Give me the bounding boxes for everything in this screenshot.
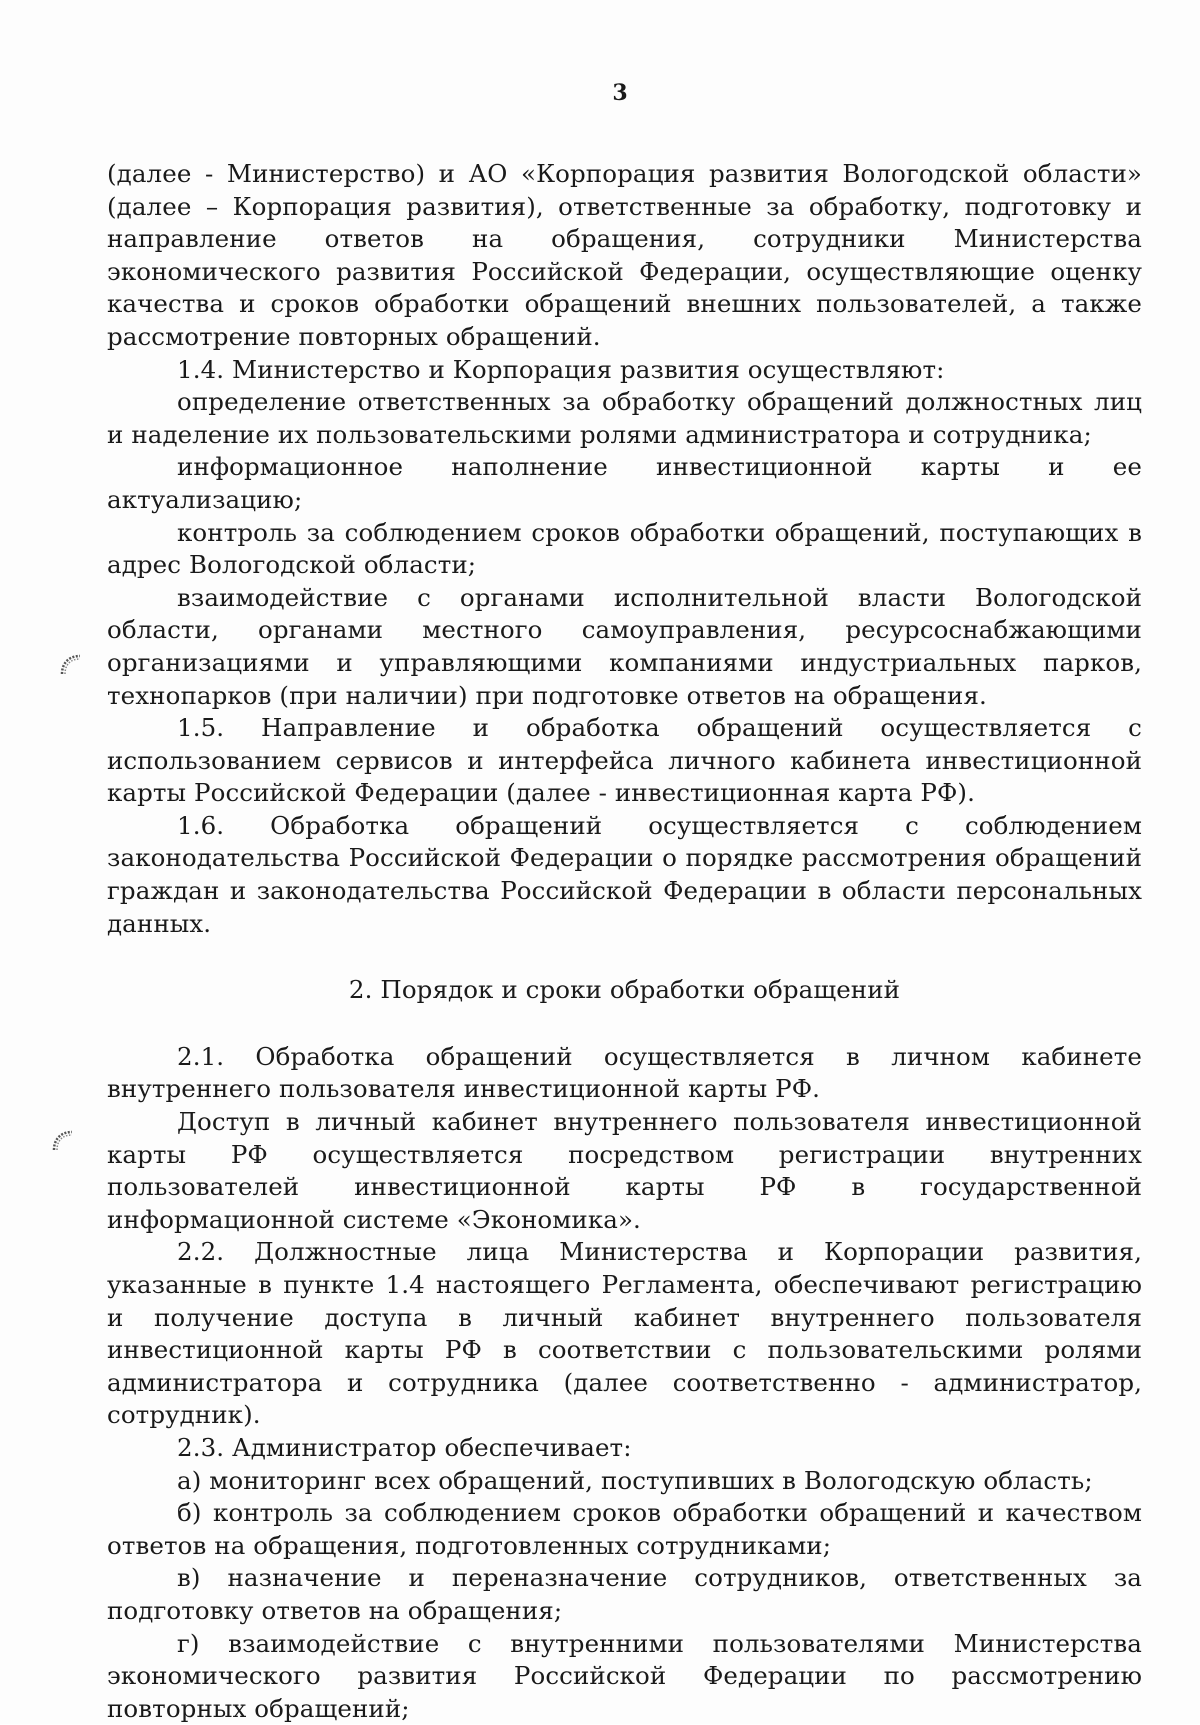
paragraph: а) мониторинг всех обращений, поступивших в Вологодскую область; <box>177 1465 1093 1495</box>
document-body <box>107 158 1142 1725</box>
paragraph: б) контроль за соблюдением сроков обработки обращений и качеством ответов на обращения, подготовленных сотрудниками; <box>107 1498 1142 1560</box>
paragraph: 2.2. Должностные лица Министерства и Корпорации развития, указанные в пункте 1.4 настоящего Регламента, обеспечивают регистрацию и получение доступа в личный кабинет внутреннего пользователя инвестиционной карты РФ в соответствии с пользовательскими ролями администратора и сотрудника (далее соответственно - администратор, сотрудник). <box>107 1237 1142 1430</box>
paragraphs-before-heading <box>107 158 1142 940</box>
paragraph: (далее - Министерство) и АО «Корпорация развития Вологодской области» (далее – Корпорация развития), ответственные за обработку, подготовку и направление ответов на обращения, сотрудники Министерства экономического развития Российской Федерации, осуществляющие оценку качества и сроков обработки обращений внешних пользователей, а также рассмотрение повторных обращений. <box>107 159 1142 351</box>
paragraph: 2.1. Обработка обращений осуществляется в личном кабинете внутреннего пользователя инвестиционной карты РФ. <box>107 1041 1142 1104</box>
paragraph: взаимодействие с органами исполнительной власти Вологодской области, органами местного самоуправления, ресурсоснабжающими организациями и управляющими компаниями индустриальных парков, технопарков (при наличии) при подготовке ответов на обращения. <box>107 582 1142 710</box>
section-heading: 2. Порядок и сроки обработки обращений <box>348 975 901 1005</box>
paragraph: Доступ в личный кабинет внутреннего пользователя инвестиционной карты РФ осуществляется посредством регистрации внутренних пользователей инвестиционной карты РФ в государственной информационной системе «Экономика». <box>107 1107 1142 1234</box>
paragraph: 2.3. Администратор обеспечивает: <box>177 1432 632 1462</box>
paragraph: контроль за соблюдением сроков обработки обращений, поступающих в адрес Вологодской области; <box>107 517 1142 580</box>
page-number: 3 <box>612 80 628 106</box>
paragraph: информационное наполнение инвестиционной карты и ее актуализацию; <box>107 452 1142 514</box>
paragraph: 1.6. Обработка обращений осуществляется с соблюдением законодательства Российской Федерации о порядке рассмотрения обращений граждан и законодательства Российской Федерации в области персональных данных. <box>107 810 1142 938</box>
paragraph: в) назначение и переназначение сотрудников, ответственных за подготовку ответов на обращения; <box>107 1563 1142 1625</box>
paragraph: г) взаимодействие с внутренними пользователями Министерства экономического развития Российской Федерации по рассмотрению повторных обращений; <box>107 1628 1142 1723</box>
paragraph: 1.5. Направление и обработка обращений осуществляется с использованием сервисов и интерфейса личного кабинета инвестиционной карты Российской Федерации (далее - инвестиционная карта РФ). <box>107 713 1142 808</box>
punch-hole-mark-icon <box>58 652 84 678</box>
paragraph: 1.4. Министерство и Корпорация развития осуществляют: <box>177 354 945 384</box>
paragraphs-after-heading <box>107 1041 1142 1725</box>
paragraph: определение ответственных за обработку обращений должностных лиц и наделение их пользовательскими ролями администратора и сотрудника; <box>107 387 1142 449</box>
punch-hole-mark-icon <box>50 1128 76 1154</box>
